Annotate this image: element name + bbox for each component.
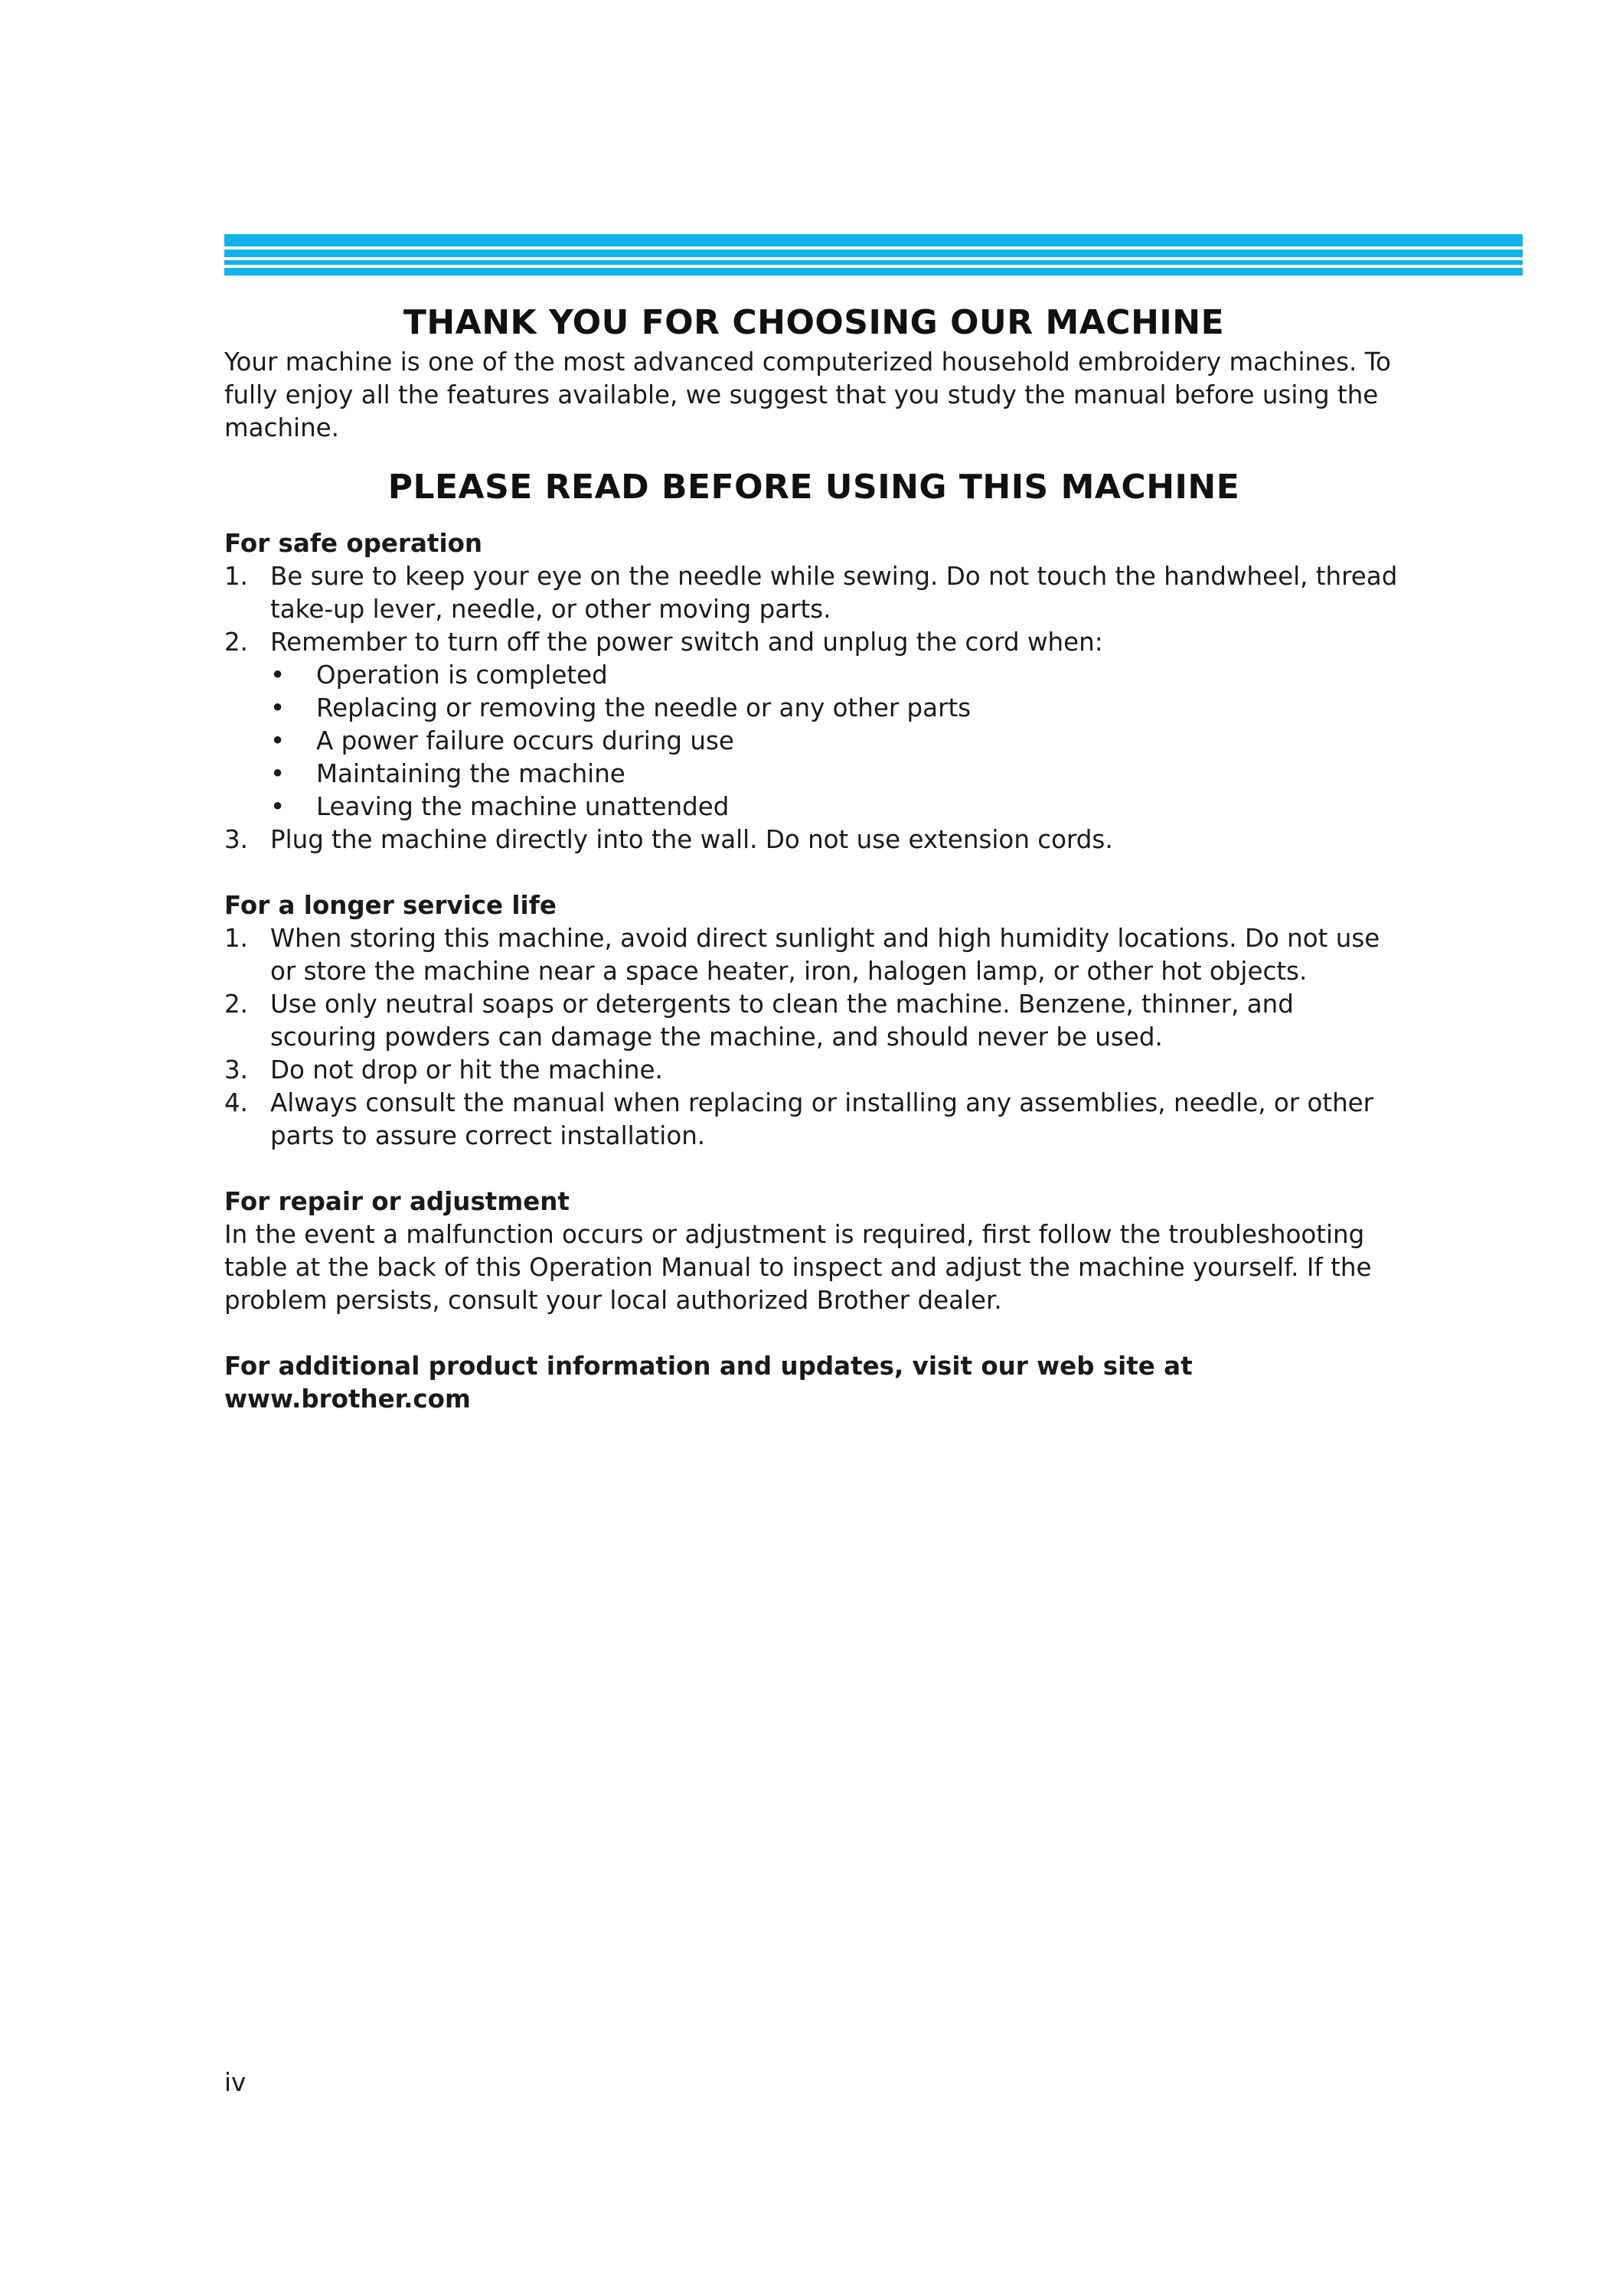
list-item-number: 3. [224,825,249,854]
list-item [224,823,1403,856]
list-item [224,922,1403,988]
list-item-text: Use only neutral soaps or detergents to clean the machine. Benzene, thinner, and scouring powders can damage the machine, and should never be used. [270,990,1294,1052]
list-item-text: Be sure to keep your eye on the needle while sewing. Do not touch the handwheel, thread take-up lever, needle, or other moving parts. [270,562,1398,624]
page-number: iv [224,2068,247,2097]
list-item [224,1054,1403,1087]
list-item-text: Plug the machine directly into the wall. Do not use extension cords. [270,825,1113,854]
list-item [224,988,1403,1054]
list-item-number: 2. [224,990,249,1019]
header-decorative-bar [224,234,1523,276]
bullet-item [270,659,1403,692]
bullet-item-text: Operation is completed [316,660,608,690]
list-item [224,626,1403,823]
thank-you-body: Your machine is one of the most advanced computerized household embroidery machines. To fully enjoy all the features available, we suggest that you study the manual before using the machine. [224,347,1391,442]
bullet-item [270,758,1403,791]
power-off-conditions-list [270,659,1403,823]
service-life-list [224,922,1403,1153]
repair-heading: For repair or adjustment [224,1187,570,1216]
please-read-title: PLEASE READ BEFORE USING THIS MACHINE [387,468,1240,507]
thank-you-title: THANK YOU FOR CHOOSING OUR MACHINE [403,303,1225,342]
page-content [224,300,1403,1416]
bullet-item-text: Leaving the machine unattended [316,792,730,821]
bullet-icon: • [270,660,286,690]
list-item-number: 1. [224,562,249,591]
bullet-item-text: Maintaining the machine [316,759,625,788]
list-item-number: 2. [224,628,249,657]
repair-body: In the event a malfunction occurs or adjustment is required, first follow the troubleshooting table at the back of this Operation Manual to inspect and adjust the machine yourself. If the problem persists, consult your local authorized Brother dealer. [224,1220,1372,1315]
bullet-icon: • [270,726,286,755]
service-life-section [224,889,1403,1153]
service-life-heading: For a longer service life [224,891,557,920]
bullet-item-text: A power failure occurs during use [316,726,734,755]
list-item-text: Remember to turn off the power switch and unplug the cord when: [270,628,1103,657]
repair-section [224,1186,1403,1317]
bullet-item [270,791,1403,823]
header-bar-stripe [224,268,1523,276]
list-item-number: 1. [224,924,249,953]
header-bar-stripe [224,234,1523,246]
bullet-item-text: Replacing or removing the needle or any other parts [316,693,972,722]
bullet-item [270,692,1403,725]
bullet-icon: • [270,792,286,821]
bullet-item [270,725,1403,758]
safe-operation-heading: For safe operation [224,529,483,558]
bullet-icon: • [270,693,286,722]
list-item-text: When storing this machine, avoid direct sunlight and high humidity locations. Do not use or store the machine near a space heater, iron, halogen lamp, or other hot objects. [270,924,1380,986]
additional-info-notice: For additional product information and updates, visit our web site at www.brother.com [224,1352,1193,1414]
safe-operation-section [224,527,1403,856]
header-bar-stripe [224,249,1523,257]
list-item-number: 3. [224,1055,249,1084]
list-item-text: Do not drop or hit the machine. [270,1055,663,1084]
header-bar-stripe [224,260,1523,265]
list-item [224,1087,1403,1153]
list-item [224,560,1403,626]
list-item-text: Always consult the manual when replacing or installing any assemblies, needle, or other parts to assure correct installation. [270,1088,1374,1150]
safe-operation-list [224,560,1403,856]
list-item-number: 4. [224,1088,249,1117]
bullet-icon: • [270,759,286,788]
